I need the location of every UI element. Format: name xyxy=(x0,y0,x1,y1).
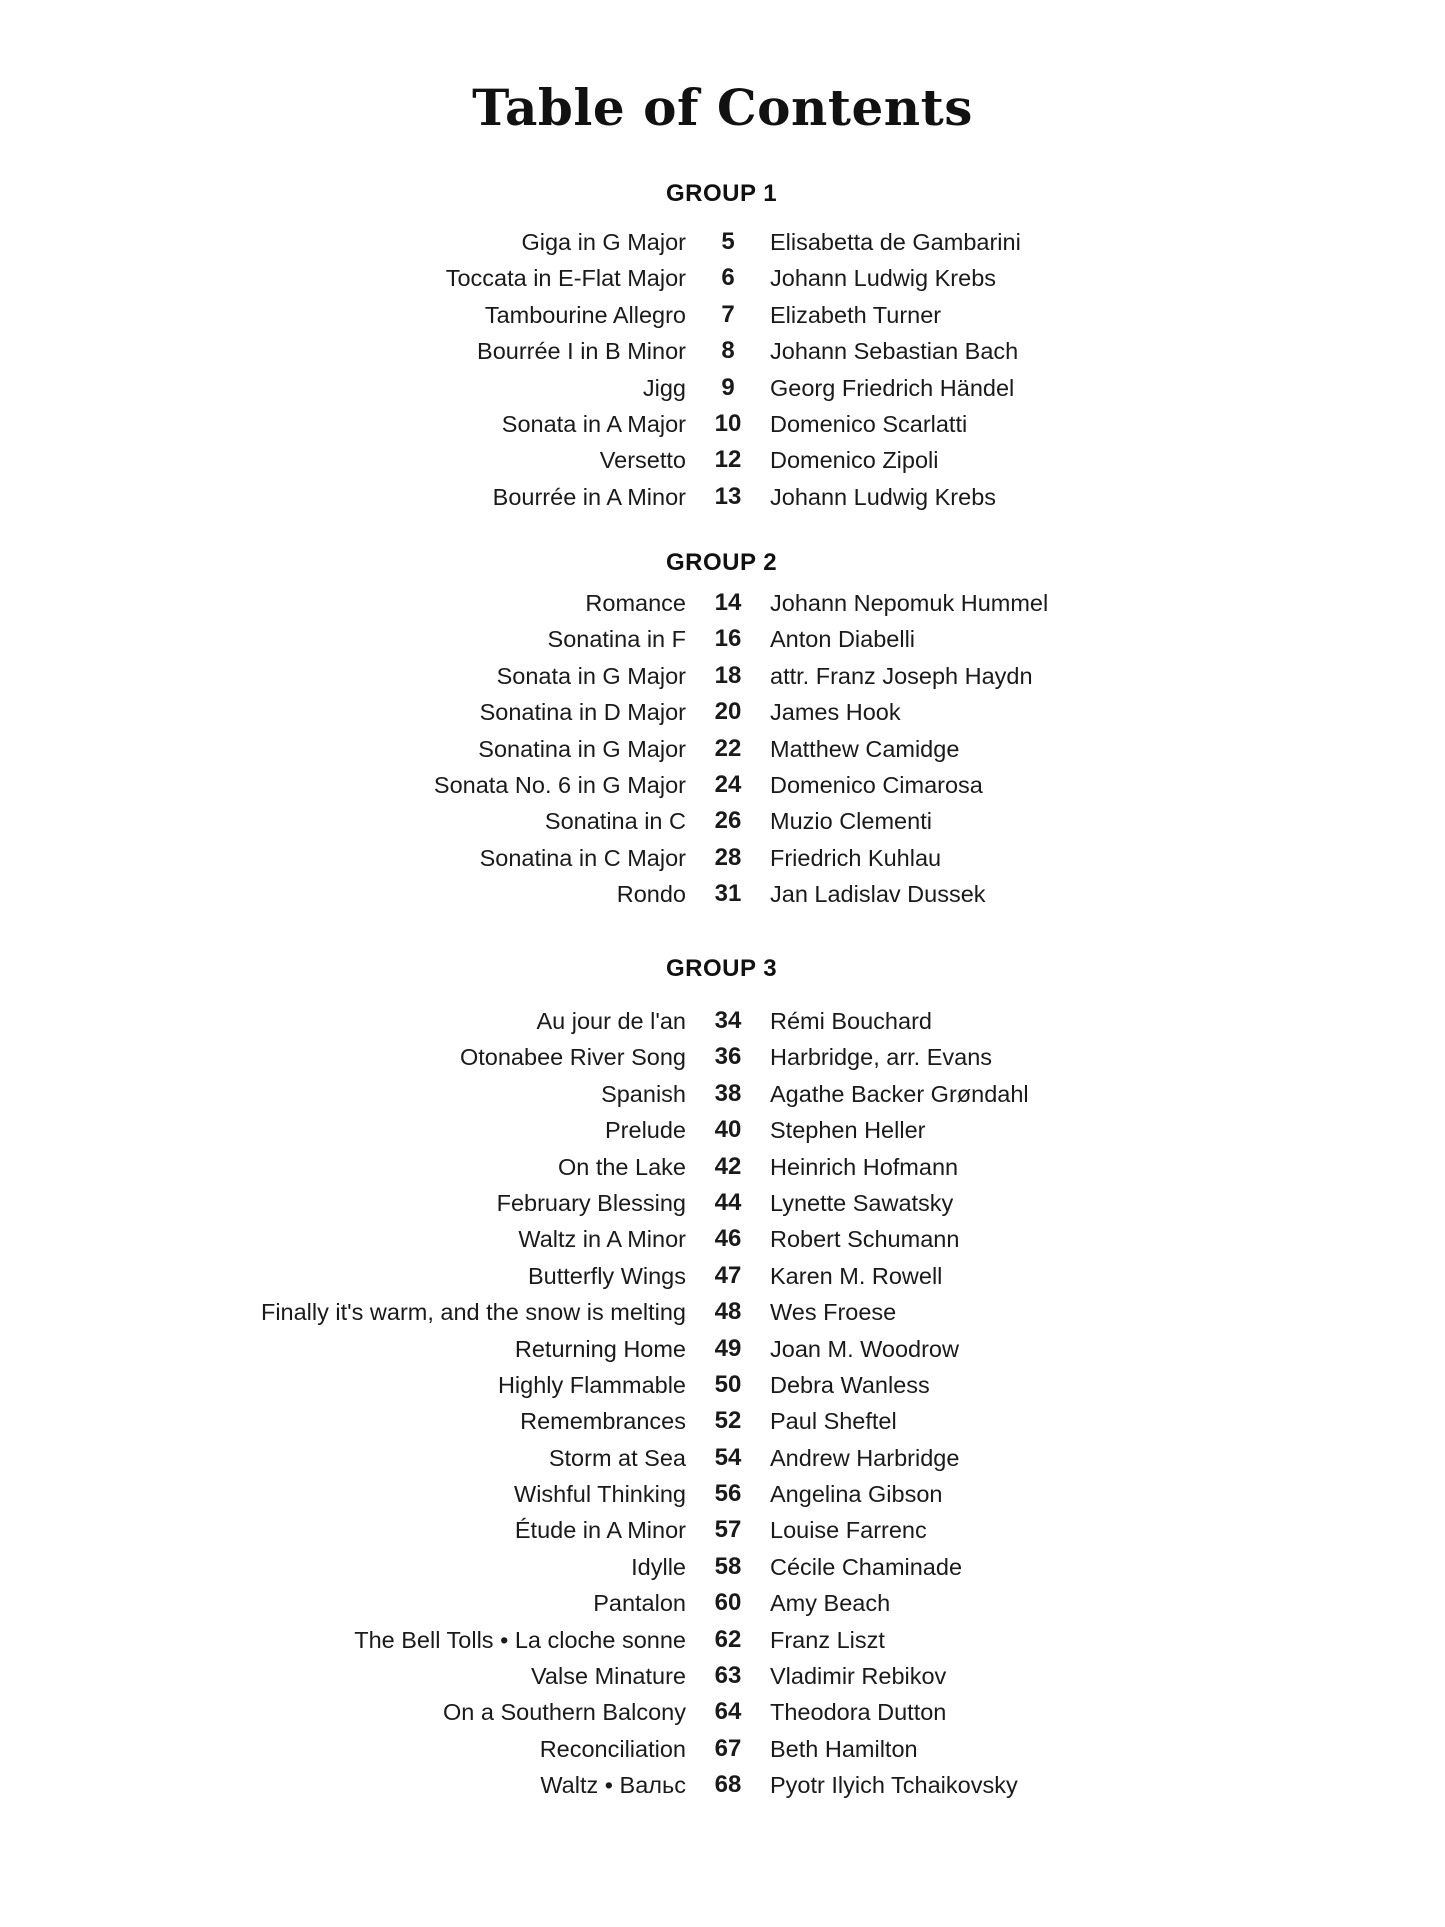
toc-entry xyxy=(0,224,1445,260)
page-number: 57 xyxy=(714,1516,742,1544)
piece-title: Sonatina in F xyxy=(547,626,686,653)
piece-title: Sonata in A Major xyxy=(501,410,686,437)
piece-title: On a Southern Balcony xyxy=(443,1699,686,1726)
composer-name: Rémi Bouchard xyxy=(770,1008,932,1034)
piece-title: Sonatina in D Major xyxy=(479,699,686,726)
composer-name: Domenico Zipoli xyxy=(770,447,939,474)
toc-entry xyxy=(0,1185,1445,1221)
toc-entry xyxy=(0,803,1445,839)
piece-title: Idylle xyxy=(631,1553,686,1580)
composer-name: James Hook xyxy=(770,699,901,726)
piece-title: Romance xyxy=(585,590,686,616)
composer-name: Stephen Heller xyxy=(770,1117,926,1144)
toc-entry xyxy=(0,840,1445,876)
page-number: 22 xyxy=(714,734,742,762)
toc-entry xyxy=(0,442,1445,478)
page-number: 38 xyxy=(714,1079,742,1107)
composer-name: Harbridge, arr. Evans xyxy=(770,1044,993,1071)
piece-title: On the Lake xyxy=(557,1153,686,1180)
piece-title: Toccata in E-Flat Major xyxy=(445,265,686,292)
toc-entry xyxy=(0,621,1445,657)
composer-name: Vladimir Rebikov xyxy=(770,1663,947,1690)
piece-title: Sonatina in C xyxy=(544,808,686,835)
piece-title: Bourrée I in B Minor xyxy=(477,338,686,365)
toc-entry xyxy=(0,1731,1445,1767)
page-number: 64 xyxy=(714,1698,742,1726)
page-number: 34 xyxy=(714,1007,742,1034)
piece-title: Spanish xyxy=(601,1080,686,1107)
toc-entry xyxy=(0,1039,1445,1075)
toc-entry xyxy=(0,1003,1445,1039)
piece-title: Sonata in G Major xyxy=(496,662,686,689)
toc-entry xyxy=(0,1440,1445,1476)
composer-name: Domenico Scarlatti xyxy=(770,410,968,437)
group-1-heading: GROUP 1 xyxy=(665,180,778,207)
composer-name: Agathe Backer Grøndahl xyxy=(770,1080,1029,1107)
piece-title: Rondo xyxy=(616,881,686,908)
composer-name: Cécile Chaminade xyxy=(770,1553,963,1580)
toc-entry xyxy=(0,1258,1445,1294)
group-3-list xyxy=(0,1003,1445,1804)
toc-entry xyxy=(0,370,1445,406)
piece-title: Storm at Sea xyxy=(548,1444,686,1471)
piece-title: Waltz • Вальс xyxy=(540,1772,686,1799)
toc-entry xyxy=(0,260,1445,296)
piece-title: Sonatina in C Major xyxy=(479,844,686,871)
page-number: 56 xyxy=(714,1480,742,1508)
composer-name: Matthew Camidge xyxy=(770,735,960,762)
composer-name: Debra Wanless xyxy=(770,1371,930,1398)
page-number: 36 xyxy=(714,1043,742,1071)
composer-name: attr. Franz Joseph Haydn xyxy=(770,662,1033,689)
page-number: 14 xyxy=(714,589,742,616)
page-number: 10 xyxy=(714,409,742,437)
composer-name: Wes Froese xyxy=(770,1299,897,1326)
page-number: 50 xyxy=(714,1370,742,1398)
toc-entry xyxy=(0,658,1445,694)
toc-entry xyxy=(0,1367,1445,1403)
page-number: 28 xyxy=(714,843,742,871)
toc-entry xyxy=(0,1694,1445,1730)
page-number: 68 xyxy=(714,1771,742,1799)
page-number: 44 xyxy=(714,1188,742,1216)
page-number: 8 xyxy=(721,337,735,365)
composer-name: Johann Ludwig Krebs xyxy=(770,265,997,292)
piece-title: Sonata No. 6 in G Major xyxy=(433,771,686,798)
page-number: 67 xyxy=(714,1734,742,1762)
page-title: Table of Contents xyxy=(472,78,973,137)
page-number: 52 xyxy=(714,1407,742,1435)
piece-title: Butterfly Wings xyxy=(527,1262,686,1289)
page-number: 58 xyxy=(714,1552,742,1580)
page-number: 5 xyxy=(721,228,735,255)
page-number: 42 xyxy=(714,1152,742,1180)
composer-name: Amy Beach xyxy=(770,1590,891,1617)
composer-name: Lynette Sawatsky xyxy=(770,1189,954,1216)
toc-entry xyxy=(0,1149,1445,1185)
page-number: 60 xyxy=(714,1589,742,1617)
composer-name: Joan M. Woodrow xyxy=(770,1335,959,1362)
toc-entry xyxy=(0,1585,1445,1621)
toc-entry xyxy=(0,479,1445,515)
piece-title: Jigg xyxy=(642,374,686,401)
piece-title: Finally it's warm, and the snow is melting xyxy=(260,1299,686,1326)
page-number: 13 xyxy=(714,482,742,510)
page-number: 20 xyxy=(714,698,742,726)
composer-name: Louise Farrenc xyxy=(770,1517,927,1544)
toc-entry xyxy=(0,585,1445,621)
composer-name: Johann Nepomuk Hummel xyxy=(770,590,1049,616)
toc-entry xyxy=(0,333,1445,369)
composer-name: Johann Sebastian Bach xyxy=(770,338,1019,365)
page-number: 16 xyxy=(714,625,742,653)
composer-name: Pyotr Ilyich Tchaikovsky xyxy=(770,1772,1018,1799)
piece-title: Giga in G Major xyxy=(521,229,686,255)
group-3-heading: GROUP 3 xyxy=(665,955,778,982)
composer-name: Georg Friedrich Händel xyxy=(770,374,1015,401)
toc-entry xyxy=(0,1476,1445,1512)
page-number: 12 xyxy=(714,446,742,474)
toc-entry xyxy=(0,1331,1445,1367)
toc-entry xyxy=(0,1076,1445,1112)
toc-entry xyxy=(0,1512,1445,1548)
toc-entry xyxy=(0,297,1445,333)
piece-title: Étude in A Minor xyxy=(514,1517,686,1544)
composer-name: Anton Diabelli xyxy=(770,626,916,653)
composer-name: Jan Ladislav Dussek xyxy=(770,881,986,908)
composer-name: Domenico Cimarosa xyxy=(770,771,983,798)
group-2-heading: GROUP 2 xyxy=(665,549,778,576)
composer-name: Karen M. Rowell xyxy=(770,1262,943,1289)
toc-entry xyxy=(0,731,1445,767)
composer-name: Andrew Harbridge xyxy=(770,1444,960,1471)
toc-entry xyxy=(0,1767,1445,1803)
composer-name: Angelina Gibson xyxy=(770,1481,943,1508)
page-number: 48 xyxy=(714,1298,742,1326)
toc-entry xyxy=(0,1294,1445,1330)
composer-name: Muzio Clementi xyxy=(770,808,932,835)
page-number: 31 xyxy=(714,880,742,908)
composer-name: Johann Ludwig Krebs xyxy=(770,483,997,510)
piece-title: Otonabee River Song xyxy=(459,1044,686,1071)
page-number: 18 xyxy=(714,661,742,689)
page-number: 7 xyxy=(721,300,735,328)
toc-entry xyxy=(0,1221,1445,1257)
toc-entry xyxy=(0,1622,1445,1658)
page-number: 9 xyxy=(721,373,735,401)
toc-entry xyxy=(0,406,1445,442)
piece-title: Wishful Thinking xyxy=(514,1481,686,1508)
group-2-list xyxy=(0,585,1445,913)
composer-name: Beth Hamilton xyxy=(770,1735,918,1762)
piece-title: Pantalon xyxy=(593,1590,686,1617)
piece-title: Sonatina in G Major xyxy=(478,735,686,762)
page-number: 63 xyxy=(714,1662,742,1690)
toc-entry xyxy=(0,1549,1445,1585)
composer-name: Elizabeth Turner xyxy=(770,301,942,328)
page-number: 54 xyxy=(714,1443,742,1471)
composer-name: Paul Sheftel xyxy=(770,1408,897,1435)
piece-title: Highly Flammable xyxy=(497,1371,686,1398)
page-number: 26 xyxy=(714,807,742,835)
page-number: 62 xyxy=(714,1625,742,1653)
page-number: 49 xyxy=(714,1334,742,1362)
piece-title: Reconciliation xyxy=(539,1735,686,1762)
piece-title: Prelude xyxy=(605,1117,686,1144)
composer-name: Elisabetta de Gambarini xyxy=(770,229,1021,255)
composer-name: Robert Schumann xyxy=(770,1226,960,1253)
piece-title: Waltz in A Minor xyxy=(518,1226,686,1253)
piece-title: Valse Minature xyxy=(531,1663,686,1690)
toc-entry xyxy=(0,1112,1445,1148)
toc-entry xyxy=(0,1403,1445,1439)
piece-title: The Bell Tolls • La cloche sonne xyxy=(354,1626,686,1653)
piece-title: Bourrée in A Minor xyxy=(492,483,686,510)
page-number: 24 xyxy=(714,770,742,798)
toc-entry xyxy=(0,767,1445,803)
page-number: 40 xyxy=(714,1116,742,1144)
page-number: 47 xyxy=(714,1261,742,1289)
piece-title: Au jour de l'an xyxy=(536,1008,686,1034)
toc-entry xyxy=(0,876,1445,912)
piece-title: February Blessing xyxy=(496,1189,686,1216)
toc-entry xyxy=(0,694,1445,730)
piece-title: Remembrances xyxy=(520,1408,686,1435)
composer-name: Friedrich Kuhlau xyxy=(770,844,942,871)
piece-title: Tambourine Allegro xyxy=(484,301,686,328)
piece-title: Versetto xyxy=(599,447,686,474)
page-number: 46 xyxy=(714,1225,742,1253)
composer-name: Franz Liszt xyxy=(770,1626,885,1653)
page-number: 6 xyxy=(721,264,735,292)
toc-entry xyxy=(0,1658,1445,1694)
composer-name: Heinrich Hofmann xyxy=(770,1153,959,1180)
piece-title: Returning Home xyxy=(514,1335,686,1362)
composer-name: Theodora Dutton xyxy=(770,1699,947,1726)
group-1-list xyxy=(0,224,1445,515)
